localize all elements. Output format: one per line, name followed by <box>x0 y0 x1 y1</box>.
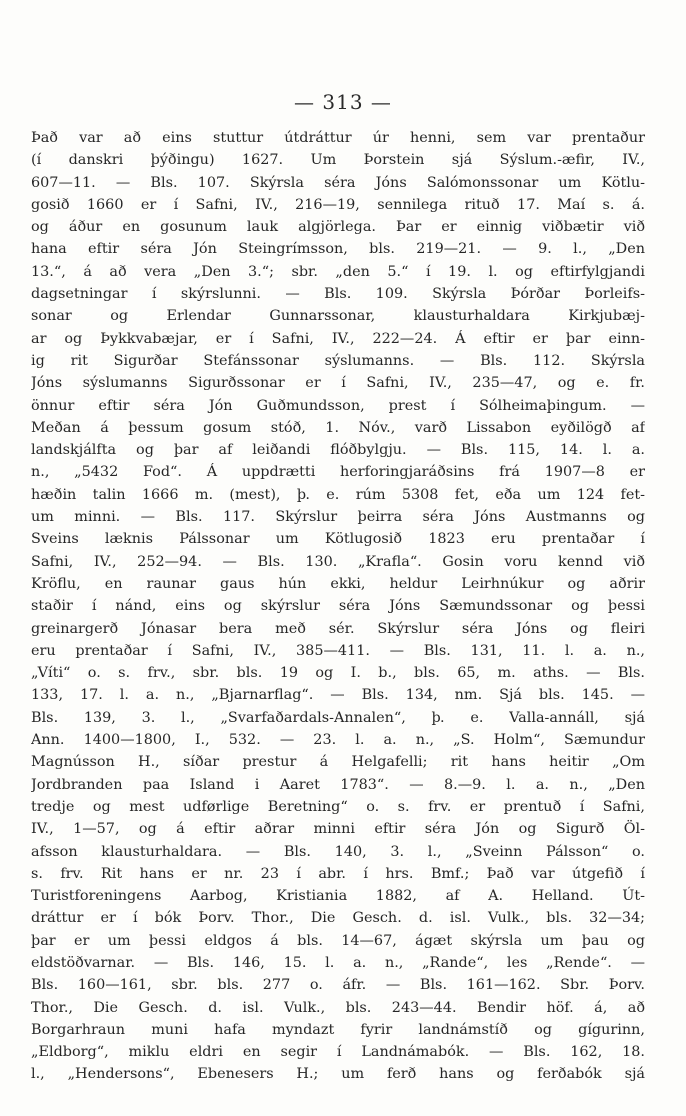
text-line: greinargerð Jónasar bera með sér. Skýrslur séra Jóns og fleiri <box>31 620 645 637</box>
page-number: — 313 — <box>294 90 392 114</box>
text-line: dráttur er í bók Þorv. Thor., Die Gesch. d. isl. Vulk., bls. 32—34; <box>31 910 645 927</box>
text-line: landskjálfta og þar af leiðandi flóðbylgju. — Bls. 115, 14. l. a. <box>31 442 645 459</box>
text-line: og áður en gosunum lauk algjörlega. Þar er einnig viðbætir við <box>31 219 645 236</box>
text-line: Thor., Die Gesch. d. isl. Vulk., bls. 243—44. Bendir höf. á, að <box>31 999 645 1016</box>
text-line: Meðan á þessum gosum stóð, 1. Nóv., varð Lissabon eyðilögð af <box>31 419 645 436</box>
text-line: Jordbranden paa Island i Aaret 1783“. — 8.—9. l. a. n., „Den <box>31 776 645 793</box>
text-line: „Eldborg“, miklu eldri en segir í Landnámabók. — Bls. 162, 18. <box>31 1044 645 1061</box>
text-line: s. frv. Rit hans er nr. 23 í abr. í hrs. Bmf.; Það var útgefið í <box>31 865 645 882</box>
text-line: önnur eftir séra Jón Guðmundsson, prest í Sólheimaþingum. — <box>31 397 645 414</box>
text-line: „Víti“ o. s. frv., sbr. bls. 19 og I. b., bls. 65, m. aths. — Bls. <box>31 665 645 682</box>
text-line: IV., 1—57, og á eftir aðrar minni eftir séra Jón og Sigurð Öl- <box>31 821 645 838</box>
text-line: Kröflu, en raunar gaus hún ekki, heldur Leirhnúkur og aðrir <box>31 575 645 592</box>
text-line: eru prentaðar í Safni, IV., 385—411. — Bls. 131, 11. l. a. n., <box>31 642 645 659</box>
text-line: hana eftir séra Jón Steingrímsson, bls. 219—21. — 9. l., „Den <box>31 241 645 258</box>
text-line: ar og Þykkvabæjar, er í Safni, IV., 222—24. Á eftir er þar einn- <box>31 330 645 347</box>
text-line: um minni. — Bls. 117. Skýrslur þeirra séra Jóns Austmanns og <box>31 509 645 526</box>
text-line: tredje og mest udførlige Beretning“ o. s. frv. er prentuð í Safni, <box>31 798 645 815</box>
text-line: þar er um þessi eldgos á bls. 14—67, ágæt skýrsla um þau og <box>31 932 645 949</box>
text-line: dagsetningar í skýrslunni. — Bls. 109. Skýrsla Þórðar Þorleifs- <box>31 286 645 303</box>
body-text <box>31 127 645 1086</box>
text-line: Magnússon H., síðar prestur á Helgafelli; rit hans heitir „Om <box>31 754 645 771</box>
text-line: Borgarhraun muni hafa myndazt fyrir landnámstíð og gígurinn, <box>31 1021 645 1038</box>
text-line: 607—11. — Bls. 107. Skýrsla séra Jóns Salómonssonar um Kötlu- <box>31 174 645 191</box>
text-line: Turistforeningens Aarbog, Kristiania 1882, af A. Helland. Út- <box>31 888 645 905</box>
text-line: eldstöðvarnar. — Bls. 146, 15. l. a. n., „Rande“, les „Rende“. — <box>31 954 645 971</box>
text-line: Bls. 160—161, sbr. bls. 277 o. áfr. — Bls. 161—162. Sbr. Þorv. <box>31 977 645 994</box>
text-line: Ann. 1400—1800, I., 532. — 23. l. a. n., „S. Holm“, Sæmundur <box>31 732 645 749</box>
text-line: Það var að eins stuttur útdráttur úr henni, sem var prentaður <box>31 130 645 146</box>
text-line: afsson klausturhaldara. — Bls. 140, 3. l., „Sveinn Pálsson“ o. <box>31 843 645 860</box>
text-line: Bls. 139, 3. l., „Svarfaðardals-Annalen“, þ. e. Valla-annáll, sjá <box>31 709 645 726</box>
text-line: Jóns sýslumanns Sigurðssonar er í Safni, IV., 235—47, og e. fr. <box>31 375 645 392</box>
text-line: hæðin talin 1666 m. (mest), þ. e. rúm 5308 fet, eða um 124 fet- <box>31 486 645 503</box>
text-line: Safni, IV., 252—94. — Bls. 130. „Krafla“. Gosin voru kennd við <box>31 553 645 570</box>
text-line: gosið 1660 er í Safni, IV., 216—19, sennilega rituð 17. Maí s. á. <box>31 196 645 213</box>
text-line: sonar og Erlendar Gunnarssonar, klausturhaldara Kirkjubæj- <box>31 308 645 325</box>
text-line: n., „5432 Fod“. Á uppdrætti herforingjaráðsins frá 1907—8 er <box>31 464 645 481</box>
text-line: l., „Hendersons“, Ebenesers H.; um ferð hans og ferðabók sjá <box>31 1066 645 1083</box>
text-line: (í danskri þýðingu) 1627. Um Þorstein sjá Sýslum.-æfir, IV., <box>31 152 645 169</box>
text-line: 13.“, á að vera „Den 3.“; sbr. „den 5.“ í 19. l. og eftirfylgjandi <box>31 263 645 280</box>
text-line: staðir í nánd, eins og skýrslur séra Jóns Sæmundssonar og þessi <box>31 598 645 615</box>
text-line: ig rit Sigurðar Stefánssonar sýslumanns. — Bls. 112. Skýrsla <box>31 352 645 369</box>
text-line: 133, 17. l. a. n., „Bjarnarflag“. — Bls. 134, nm. Sjá bls. 145. — <box>31 687 645 704</box>
text-line: Sveins læknis Pálssonar um Kötlugosið 1823 eru prentaðar í <box>31 531 645 548</box>
